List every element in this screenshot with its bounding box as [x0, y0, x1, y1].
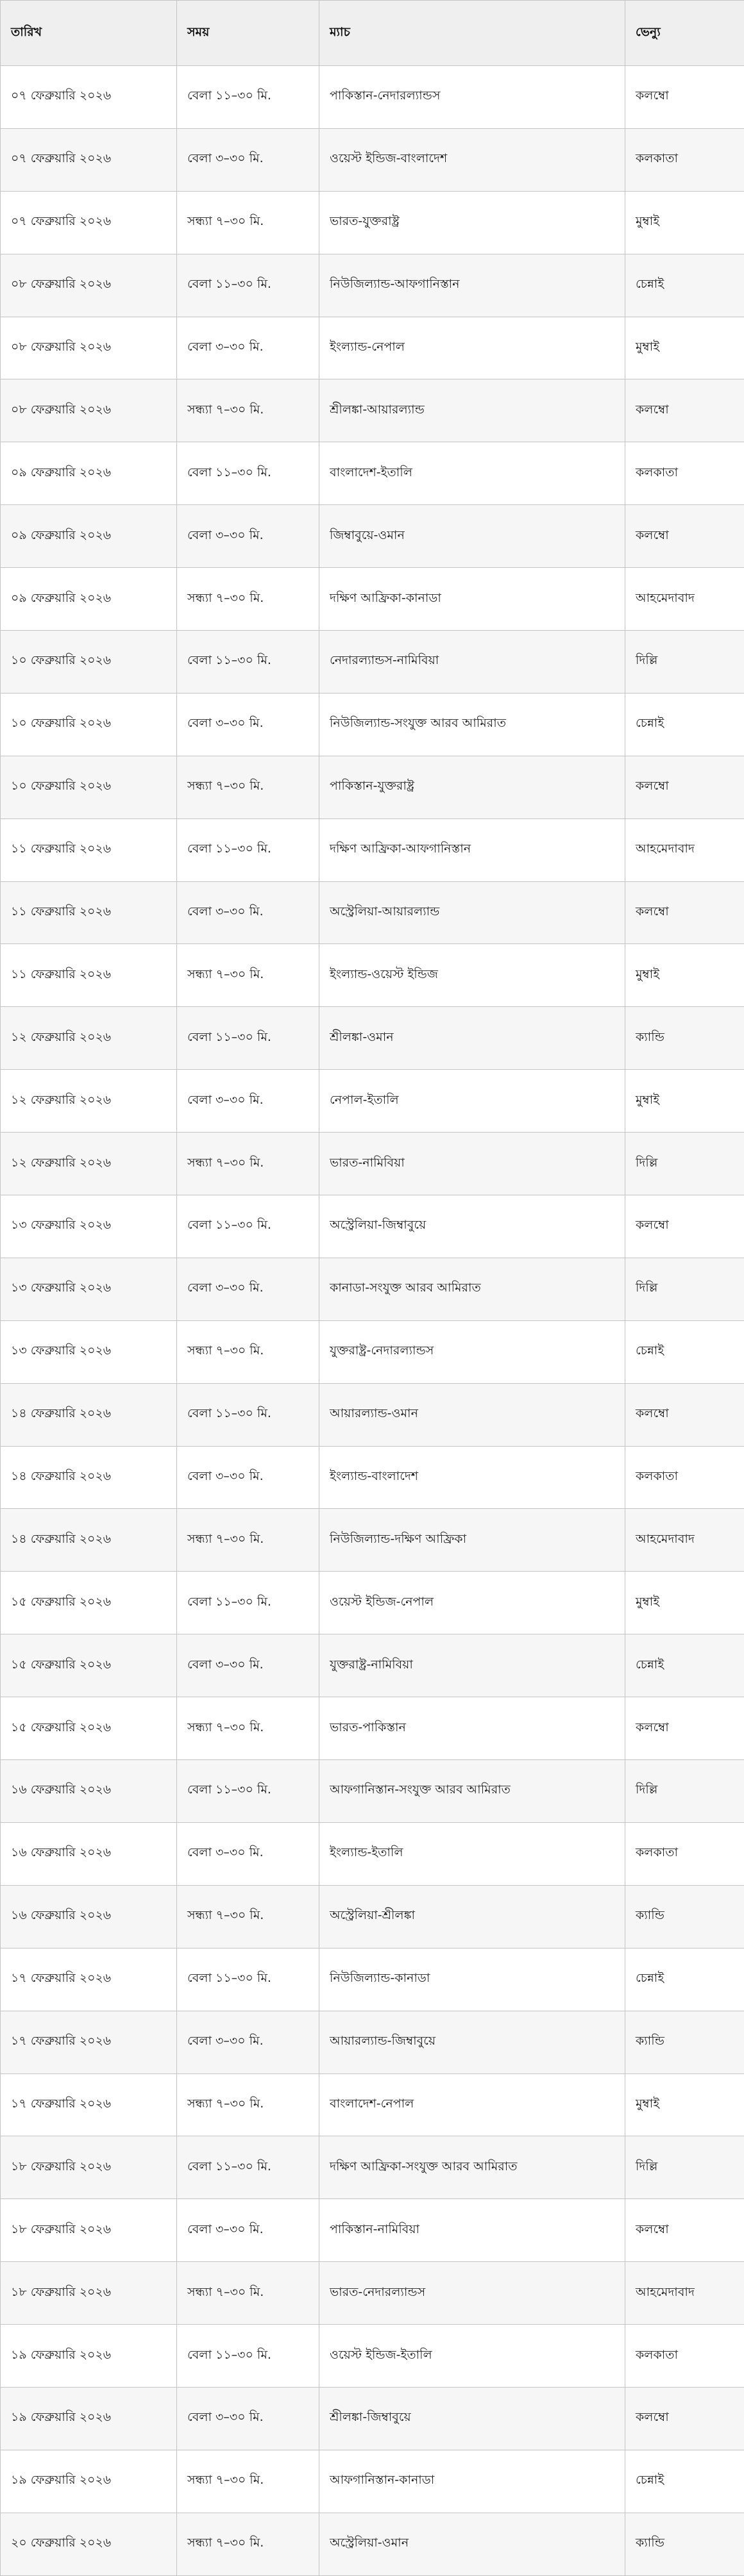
- table-row: [1, 191, 744, 254]
- cell-time: বেলা ৩–৩০ মি.: [177, 128, 319, 191]
- cell-time: সন্ধ্যা ৭–৩০ মি.: [177, 2262, 319, 2325]
- cell-venue: কলম্বো: [625, 379, 744, 442]
- table-row: [1, 568, 744, 631]
- cell-match: দক্ষিণ আফ্রিকা-আফগানিস্তান: [319, 819, 625, 881]
- cell-time: সন্ধ্যা ৭–৩০ মি.: [177, 2073, 319, 2136]
- cell-match: ভারত-নামিবিয়া: [319, 1133, 625, 1195]
- cell-time: বেলা ৩–৩০ মি.: [177, 1822, 319, 1885]
- cell-time: বেলা ১১–৩০ মি.: [177, 1383, 319, 1446]
- cell-date: ১৮ ফেব্রুয়ারি ২০২৬: [1, 2136, 177, 2199]
- cell-match: অস্ট্রেলিয়া-জিম্বাবুয়ে: [319, 1195, 625, 1258]
- table-row: [1, 1948, 744, 2011]
- cell-date: ১২ ফেব্রুয়ারি ২০২৬: [1, 1070, 177, 1133]
- cell-date: ১৯ ফেব্রুয়ারি ২০২৬: [1, 2450, 177, 2513]
- cell-venue: দিল্লি: [625, 2136, 744, 2199]
- cell-date: ০৯ ফেব্রুয়ারি ২০২৬: [1, 505, 177, 568]
- table-row: [1, 1509, 744, 1572]
- cell-match: ওয়েস্ট ইন্ডিজ-ইতালি: [319, 2325, 625, 2388]
- table-row: [1, 2450, 744, 2513]
- cell-date: ১১ ফেব্রুয়ারি ২০২৬: [1, 944, 177, 1007]
- cell-time: বেলা ৩–৩০ মি.: [177, 2387, 319, 2450]
- table-row: [1, 2073, 744, 2136]
- cell-date: ১৩ ফেব্রুয়ারি ২০২৬: [1, 1195, 177, 1258]
- cell-venue: আহমেদাবাদ: [625, 2262, 744, 2325]
- cell-date: ১৪ ফেব্রুয়ারি ২০২৬: [1, 1383, 177, 1446]
- cell-venue: দিল্লি: [625, 1258, 744, 1320]
- cell-time: বেলা ১১–৩০ মি.: [177, 1760, 319, 1823]
- cell-time: সন্ধ্যা ৭–৩০ মি.: [177, 756, 319, 819]
- cell-date: ০৭ ফেব্রুয়ারি ২০২৬: [1, 128, 177, 191]
- cell-date: ১২ ফেব্রুয়ারি ২০২৬: [1, 1007, 177, 1070]
- cell-date: ০৭ ফেব্রুয়ারি ২০২৬: [1, 66, 177, 129]
- table-row: [1, 2325, 744, 2388]
- cell-time: বেলা ৩–৩০ মি.: [177, 1258, 319, 1320]
- cell-date: ১৯ ফেব্রুয়ারি ২০২৬: [1, 2387, 177, 2450]
- table-row: [1, 2136, 744, 2199]
- cell-match: আফগানিস্তান-কানাডা: [319, 2450, 625, 2513]
- table-row: [1, 505, 744, 568]
- cell-match: শ্রীলঙ্কা-আয়ারল্যান্ড: [319, 379, 625, 442]
- cell-match: অস্ট্রেলিয়া-আয়ারল্যান্ড: [319, 881, 625, 944]
- header-match: ম্যাচ: [319, 1, 625, 66]
- table-row: [1, 2011, 744, 2073]
- header-time: সময়: [177, 1, 319, 66]
- cell-time: বেলা ৩–৩০ মি.: [177, 1446, 319, 1509]
- cell-match: নেপাল-ইতালি: [319, 1070, 625, 1133]
- cell-date: ১৪ ফেব্রুয়ারি ২০২৬: [1, 1446, 177, 1509]
- cell-time: বেলা ১১–৩০ মি.: [177, 1195, 319, 1258]
- table-row: [1, 128, 744, 191]
- cell-venue: কলম্বো: [625, 66, 744, 129]
- cell-time: বেলা ৩–৩০ মি.: [177, 2011, 319, 2073]
- cell-match: ইংল্যান্ড-বাংলাদেশ: [319, 1446, 625, 1509]
- cell-venue: দিল্লি: [625, 1760, 744, 1823]
- cell-time: বেলা ৩–৩০ মি.: [177, 693, 319, 756]
- cell-match: নিউজিল্যান্ড-কানাডা: [319, 1948, 625, 2011]
- cell-match: আয়ারল্যান্ড-ওমান: [319, 1383, 625, 1446]
- table-row: [1, 2262, 744, 2325]
- cell-match: অস্ট্রেলিয়া-ওমান: [319, 2513, 625, 2575]
- cell-time: বেলা ১১–৩০ মি.: [177, 1948, 319, 2011]
- header-row: [1, 1, 744, 66]
- cell-date: ১২ ফেব্রুয়ারি ২০২৬: [1, 1133, 177, 1195]
- cell-time: বেলা ১১–৩০ মি.: [177, 66, 319, 129]
- cell-time: সন্ধ্যা ৭–৩০ মি.: [177, 1133, 319, 1195]
- cell-match: পাকিস্তান-নেদারল্যান্ডস: [319, 66, 625, 129]
- cell-date: ১৭ ফেব্রুয়ারি ২০২৬: [1, 2073, 177, 2136]
- cell-time: বেলা ১১–৩০ মি.: [177, 254, 319, 317]
- table-row: [1, 1258, 744, 1320]
- table-row: [1, 1760, 744, 1823]
- cell-match: শ্রীলঙ্কা-ওমান: [319, 1007, 625, 1070]
- cell-time: বেলা ১১–৩০ মি.: [177, 819, 319, 881]
- table-row: [1, 756, 744, 819]
- cell-venue: কলকাতা: [625, 1822, 744, 1885]
- cell-venue: কলম্বো: [625, 2387, 744, 2450]
- cell-venue: ক্যান্ডি: [625, 2011, 744, 2073]
- cell-match: কানাডা-সংযুক্ত আরব আমিরাত: [319, 1258, 625, 1320]
- cell-match: ভারত-যুক্তরাষ্ট্র: [319, 191, 625, 254]
- cell-date: ১৫ ফেব্রুয়ারি ২০২৬: [1, 1572, 177, 1634]
- table-row: [1, 1446, 744, 1509]
- cell-date: ১৭ ফেব্রুয়ারি ২০২৬: [1, 1948, 177, 2011]
- cell-date: ১৫ ফেব্রুয়ারি ২০২৬: [1, 1697, 177, 1760]
- table-row: [1, 1320, 744, 1383]
- cell-match: পাকিস্তান-যুক্তরাষ্ট্র: [319, 756, 625, 819]
- cell-date: ১৬ ফেব্রুয়ারি ২০২৬: [1, 1760, 177, 1823]
- cell-date: ০৯ ফেব্রুয়ারি ২০২৬: [1, 568, 177, 631]
- cell-time: বেলা ৩–৩০ মি.: [177, 505, 319, 568]
- cell-venue: কলম্বো: [625, 2199, 744, 2262]
- cell-match: জিম্বাবুয়ে-ওমান: [319, 505, 625, 568]
- cell-match: যুক্তরাষ্ট্র-নামিবিয়া: [319, 1634, 625, 1697]
- cell-match: বাংলাদেশ-নেপাল: [319, 2073, 625, 2136]
- cell-venue: মুম্বাই: [625, 191, 744, 254]
- cell-time: বেলা ১১–৩০ মি.: [177, 2136, 319, 2199]
- cell-venue: ক্যান্ডি: [625, 1007, 744, 1070]
- cell-match: অস্ট্রেলিয়া-শ্রীলঙ্কা: [319, 1885, 625, 1948]
- table-row: [1, 944, 744, 1007]
- cell-match: আফগানিস্তান-সংযুক্ত আরব আমিরাত: [319, 1760, 625, 1823]
- cell-time: সন্ধ্যা ৭–৩০ মি.: [177, 379, 319, 442]
- cell-time: বেলা ৩–৩০ মি.: [177, 2199, 319, 2262]
- cell-venue: কলম্বো: [625, 1697, 744, 1760]
- table-header: [1, 1, 744, 66]
- table-row: [1, 254, 744, 317]
- cell-time: সন্ধ্যা ৭–৩০ মি.: [177, 1320, 319, 1383]
- cell-match: বাংলাদেশ-ইতালি: [319, 442, 625, 505]
- cell-time: বেলা ১১–৩০ মি.: [177, 631, 319, 694]
- cell-match: ইংল্যান্ড-ইতালি: [319, 1822, 625, 1885]
- table-row: [1, 442, 744, 505]
- cell-venue: ক্যান্ডি: [625, 1885, 744, 1948]
- cell-venue: মুম্বাই: [625, 1070, 744, 1133]
- cell-venue: আহমেদাবাদ: [625, 568, 744, 631]
- cell-time: বেলা ৩–৩০ মি.: [177, 1070, 319, 1133]
- cell-venue: মুম্বাই: [625, 1572, 744, 1634]
- table-row: [1, 317, 744, 379]
- table-row: [1, 379, 744, 442]
- cell-date: ১৬ ফেব্রুয়ারি ২০২৬: [1, 1885, 177, 1948]
- table-row: [1, 693, 744, 756]
- cell-venue: চেন্নাই: [625, 693, 744, 756]
- cell-match: পাকিস্তান-নামিবিয়া: [319, 2199, 625, 2262]
- cell-time: বেলা ১১–৩০ মি.: [177, 1572, 319, 1634]
- cell-venue: কলকাতা: [625, 2325, 744, 2388]
- cell-venue: চেন্নাই: [625, 254, 744, 317]
- cell-date: ১১ ফেব্রুয়ারি ২০২৬: [1, 881, 177, 944]
- table-row: [1, 1133, 744, 1195]
- cell-time: বেলা ৩–৩০ মি.: [177, 1634, 319, 1697]
- cell-venue: চেন্নাই: [625, 1320, 744, 1383]
- table-row: [1, 66, 744, 129]
- table-row: [1, 2387, 744, 2450]
- cell-venue: কলম্বো: [625, 881, 744, 944]
- cell-match: শ্রীলঙ্কা-জিম্বাবুয়ে: [319, 2387, 625, 2450]
- cell-venue: চেন্নাই: [625, 1948, 744, 2011]
- header-venue: ভেন্যু: [625, 1, 744, 66]
- cell-time: সন্ধ্যা ৭–৩০ মি.: [177, 2513, 319, 2575]
- table-row: [1, 881, 744, 944]
- cell-time: সন্ধ্যা ৭–৩০ মি.: [177, 2450, 319, 2513]
- cell-date: ১১ ফেব্রুয়ারি ২০২৬: [1, 819, 177, 881]
- cell-date: ২০ ফেব্রুয়ারি ২০২৬: [1, 2513, 177, 2575]
- cell-date: ১৮ ফেব্রুয়ারি ২০২৬: [1, 2199, 177, 2262]
- cell-venue: কলম্বো: [625, 505, 744, 568]
- cell-venue: কলম্বো: [625, 1383, 744, 1446]
- table-row: [1, 819, 744, 881]
- cell-date: ০৮ ফেব্রুয়ারি ২০২৬: [1, 254, 177, 317]
- cell-match: দক্ষিণ আফ্রিকা-সংযুক্ত আরব আমিরাত: [319, 2136, 625, 2199]
- cell-date: ১৭ ফেব্রুয়ারি ২০২৬: [1, 2011, 177, 2073]
- cell-date: ১৯ ফেব্রুয়ারি ২০২৬: [1, 2325, 177, 2388]
- table-row: [1, 1195, 744, 1258]
- cell-time: সন্ধ্যা ৭–৩০ মি.: [177, 1509, 319, 1572]
- table-row: [1, 1885, 744, 1948]
- table-body: [1, 66, 744, 2576]
- cell-venue: ক্যান্ডি: [625, 2513, 744, 2575]
- table-row: [1, 2513, 744, 2575]
- cell-venue: চেন্নাই: [625, 2450, 744, 2513]
- cell-venue: কলকাতা: [625, 128, 744, 191]
- cell-venue: মুম্বাই: [625, 317, 744, 379]
- cell-time: সন্ধ্যা ৭–৩০ মি.: [177, 191, 319, 254]
- cell-venue: কলকাতা: [625, 1446, 744, 1509]
- cell-date: ০৮ ফেব্রুয়ারি ২০২৬: [1, 317, 177, 379]
- cell-time: বেলা ১১–৩০ মি.: [177, 1007, 319, 1070]
- cell-time: বেলা ১১–৩০ মি.: [177, 2325, 319, 2388]
- cell-venue: আহমেদাবাদ: [625, 819, 744, 881]
- cell-match: ভারত-পাকিস্তান: [319, 1697, 625, 1760]
- cell-match: আয়ারল্যান্ড-জিম্বাবুয়ে: [319, 2011, 625, 2073]
- cell-match: যুক্তরাষ্ট্র-নেদারল্যান্ডস: [319, 1320, 625, 1383]
- cell-date: ০৮ ফেব্রুয়ারি ২০২৬: [1, 379, 177, 442]
- cell-venue: কলকাতা: [625, 442, 744, 505]
- cell-venue: কলম্বো: [625, 756, 744, 819]
- cell-time: বেলা ৩–৩০ মি.: [177, 881, 319, 944]
- cell-match: ওয়েস্ট ইন্ডিজ-বাংলাদেশ: [319, 128, 625, 191]
- cell-match: নেদারল্যান্ডস-নামিবিয়া: [319, 631, 625, 694]
- cell-match: নিউজিল্যান্ড-আফগানিস্তান: [319, 254, 625, 317]
- cell-time: বেলা ৩–৩০ মি.: [177, 317, 319, 379]
- cell-date: ১০ ফেব্রুয়ারি ২০২৬: [1, 631, 177, 694]
- cell-date: ১৮ ফেব্রুয়ারি ২০২৬: [1, 2262, 177, 2325]
- cell-time: সন্ধ্যা ৭–৩০ মি.: [177, 1697, 319, 1760]
- table-row: [1, 1697, 744, 1760]
- cell-time: বেলা ১১–৩০ মি.: [177, 442, 319, 505]
- cell-date: ১৩ ফেব্রুয়ারি ২০২৬: [1, 1320, 177, 1383]
- cell-date: ০৭ ফেব্রুয়ারি ২০২৬: [1, 191, 177, 254]
- cell-venue: দিল্লি: [625, 631, 744, 694]
- cell-time: সন্ধ্যা ৭–৩০ মি.: [177, 944, 319, 1007]
- cell-venue: আহমেদাবাদ: [625, 1509, 744, 1572]
- cell-time: সন্ধ্যা ৭–৩০ মি.: [177, 1885, 319, 1948]
- cell-date: ১৬ ফেব্রুয়ারি ২০২৬: [1, 1822, 177, 1885]
- table-row: [1, 1070, 744, 1133]
- table-row: [1, 1634, 744, 1697]
- cell-match: ইংল্যান্ড-ওয়েস্ট ইন্ডিজ: [319, 944, 625, 1007]
- cell-date: ১০ ফেব্রুয়ারি ২০২৬: [1, 756, 177, 819]
- table-row: [1, 1822, 744, 1885]
- table-row: [1, 1572, 744, 1634]
- table-row: [1, 2199, 744, 2262]
- cell-venue: মুম্বাই: [625, 944, 744, 1007]
- cell-match: দক্ষিণ আফ্রিকা-কানাডা: [319, 568, 625, 631]
- cell-date: ০৯ ফেব্রুয়ারি ২০২৬: [1, 442, 177, 505]
- header-date: তারিখ: [1, 1, 177, 66]
- cell-venue: দিল্লি: [625, 1133, 744, 1195]
- cell-venue: কলম্বো: [625, 1195, 744, 1258]
- table-row: [1, 1383, 744, 1446]
- cell-match: নিউজিল্যান্ড-দক্ষিণ আফ্রিকা: [319, 1509, 625, 1572]
- cell-date: ১৪ ফেব্রুয়ারি ২০২৬: [1, 1509, 177, 1572]
- cell-venue: চেন্নাই: [625, 1634, 744, 1697]
- table-row: [1, 1007, 744, 1070]
- cell-date: ১৫ ফেব্রুয়ারি ২০২৬: [1, 1634, 177, 1697]
- cell-match: নিউজিল্যান্ড-সংযুক্ত আরব আমিরাত: [319, 693, 625, 756]
- cell-date: ১৩ ফেব্রুয়ারি ২০২৬: [1, 1258, 177, 1320]
- table-row: [1, 631, 744, 694]
- cell-date: ১০ ফেব্রুয়ারি ২০২৬: [1, 693, 177, 756]
- cell-venue: মুম্বাই: [625, 2073, 744, 2136]
- cell-match: ভারত-নেদারল্যান্ডস: [319, 2262, 625, 2325]
- cell-match: ওয়েস্ট ইন্ডিজ-নেপাল: [319, 1572, 625, 1634]
- cell-match: ইংল্যান্ড-নেপাল: [319, 317, 625, 379]
- cell-time: সন্ধ্যা ৭–৩০ মি.: [177, 568, 319, 631]
